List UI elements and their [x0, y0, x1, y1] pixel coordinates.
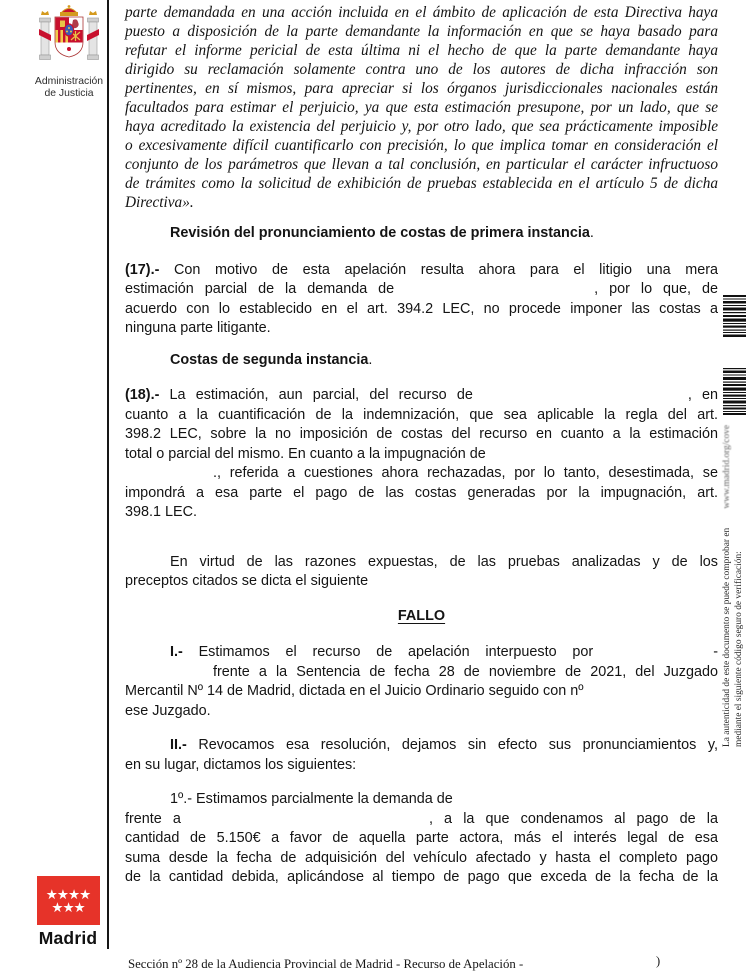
- text-segment: -: [713, 644, 718, 660]
- text-segment: suma desde la fecha de adquisición del vehículo afectado y hasta el completo pago: [125, 849, 718, 866]
- para-fallo-i: [125, 643, 718, 721]
- text-segment: Estimamos el recurso de apelación interpuesto por: [182, 644, 594, 660]
- text-segment: Mercantil Nº 14 de Madrid, dictada en el Juicio Ordinario seguido con nº: [125, 683, 584, 699]
- text-line: [125, 174, 718, 193]
- text-line: [125, 351, 718, 371]
- para-fallo-1: [125, 790, 718, 888]
- text-line: [125, 117, 718, 136]
- text-segment: dirigido su reclamación solamente contra uno de los autores de dicha infracción son: [125, 61, 718, 78]
- text-segment: 1º.- Estimamos parcialmente la demanda de: [170, 791, 453, 807]
- text-line: [125, 503, 718, 523]
- redacted-gap: [473, 397, 688, 399]
- heading-costas: [125, 351, 718, 371]
- text-line: [125, 41, 718, 60]
- text-segment: Revisión del pronunciamiento de costas de primera instancia: [170, 225, 590, 241]
- left-margin-divider: [107, 0, 109, 949]
- judgment-text-body: [125, 3, 718, 888]
- para-en-virtud: [125, 553, 718, 592]
- text-line: [125, 702, 718, 722]
- text-segment: frente a la Sentencia de fecha 28 de noviembre de 2021, del Juzgado: [213, 663, 718, 680]
- redacted-gap: [394, 291, 594, 293]
- text-segment: , en: [687, 387, 718, 403]
- text-segment: pertinentes, en sí mismos, para apreciar si los órganos jurisdiccionales nacionales están: [125, 80, 718, 97]
- text-line: [125, 79, 718, 98]
- text-line: [125, 607, 718, 627]
- redacted-gap: [125, 674, 213, 676]
- text-segment: , por lo que, de: [594, 281, 718, 297]
- text-line: [125, 756, 718, 776]
- text-line: [125, 736, 718, 756]
- text-segment: Revocamos esa resolución, dejamos sin efecto sus pronunciamientos y,: [186, 737, 718, 753]
- text-segment: Costas de segunda instancia: [170, 351, 369, 368]
- verification-vertical-text: [721, 425, 747, 747]
- ministry-label-line2: de Justicia: [44, 87, 94, 99]
- text-segment: ninguna parte litigante.: [125, 320, 271, 336]
- fallo: [125, 607, 718, 627]
- text-segment: frente a: [125, 810, 181, 827]
- heading-revision: [125, 224, 718, 244]
- verification-url: www.madrid.org/cove: [722, 425, 732, 509]
- para-fallo-ii: [125, 736, 718, 775]
- text-line: [125, 663, 718, 683]
- text-segment: o excesivamente difícil cuantificarlo con precisión, lo que implica tomar en consideración el: [125, 137, 718, 154]
- text-segment: Con motivo de esta apelación resulta ahora para el litigio una mera: [159, 261, 718, 278]
- text-segment: .: [589, 225, 594, 241]
- text-line: [125, 22, 718, 41]
- text-segment: 398.2 LEC, sobre la no imposición de costas del recurso en cuanto a la estimación: [125, 426, 718, 442]
- text-line: [125, 849, 718, 869]
- text-line: [125, 445, 718, 465]
- redacted-gap: [125, 475, 213, 477]
- text-segment: ., referida a cuestiones ahora rechazadas, por lo tanto, desestimada, se: [213, 465, 718, 481]
- text-segment: estimación parcial de la demanda de: [125, 281, 395, 297]
- text-segment: Directiva».: [125, 194, 194, 211]
- footer-closing-paren: ): [656, 954, 661, 968]
- verification-line2: mediante el siguiente código seguro de verificación:: [734, 551, 744, 747]
- text-segment: ese Juzgado.: [125, 702, 211, 719]
- text-line: [125, 464, 718, 484]
- text-segment: .: [368, 351, 373, 368]
- text-segment: preceptos citados se dicta el siguiente: [125, 573, 369, 589]
- text-segment: En virtud de las razones expuestas, de las pruebas analizadas y de los: [170, 553, 718, 570]
- text-line: [125, 868, 718, 888]
- text-segment: II.-: [170, 737, 187, 753]
- text-segment: cuanto a la cuantificación de la indemnización, que sea aplicable la regla del art.: [125, 406, 718, 423]
- text-line: [125, 300, 718, 320]
- text-segment: en su lugar, dictamos los siguientes:: [125, 756, 357, 773]
- madrid-label: Madrid: [38, 928, 98, 948]
- verification-line1: La autenticidad de este documento se puede comprobar en: [722, 527, 732, 747]
- text-line: [125, 682, 718, 702]
- text-line: [125, 829, 718, 849]
- redacted-gap: [181, 821, 429, 823]
- text-segment: facultados para estimar el perjuicio, ya que esta estimación presupone, por un lado, que se: [125, 99, 718, 116]
- text-line: [125, 425, 718, 445]
- text-line: [125, 386, 718, 406]
- text-segment: acuerdo con lo establecido en el art. 394.2 LEC, no procede imponer las costas a: [125, 300, 718, 317]
- quote: [125, 3, 718, 212]
- text-line: [125, 790, 718, 810]
- ministry-of-justice-block: [28, 5, 110, 99]
- text-line: [125, 643, 718, 663]
- text-segment: cantidad de 5.150€ a favor de aquella parte actora, más el interés legal de esa: [125, 830, 718, 846]
- text-line: [125, 261, 718, 281]
- text-segment: de la cantidad debida, aplicándose al tiempo de pago que exceda de la fecha de la: [125, 869, 718, 885]
- text-segment: puesto a disposición de la parte demandante la información en que se haya basado para: [125, 23, 718, 40]
- madrid-stars-flag-icon: ★★★★ ★★★: [37, 876, 100, 925]
- text-line: [125, 572, 718, 592]
- text-line: [125, 224, 718, 244]
- text-segment: (18).-: [125, 387, 160, 403]
- text-segment: La estimación, aun parcial, del recurso de: [159, 387, 473, 403]
- spain-coat-of-arms-icon: [33, 5, 105, 69]
- text-line: [125, 193, 718, 212]
- text-segment: 398.1 LEC.: [125, 504, 198, 520]
- text-line: [125, 484, 718, 504]
- redacted-gap: [593, 654, 713, 656]
- barcode-icon: [723, 295, 746, 337]
- text-segment: de trámites como la solicitud de exhibición de pruebas establecida en el artículo 5 de dicha: [125, 175, 718, 192]
- text-segment: refutar el informe pericial de esta última ni el hecho de que la parte demandante haya: [125, 42, 718, 59]
- text-segment: (17).-: [125, 261, 160, 278]
- text-line: [125, 98, 718, 117]
- text-segment: impondrá a esa parte el pago de las costas generadas por la impugnación, art.: [125, 484, 718, 501]
- text-segment: I.-: [170, 644, 183, 660]
- madrid-region-block: [35, 876, 101, 949]
- text-segment: conjunto de los parámetros que llevan a tal conclusión, en particular el carácter infructuoso: [125, 156, 718, 173]
- ministry-label-line1: Administración: [34, 76, 104, 87]
- text-line: [125, 280, 718, 300]
- para-18: [125, 386, 718, 523]
- text-segment: parte demandada en una acción incluida en el ámbito de aplicación de esta Directiva haya: [125, 4, 718, 21]
- text-line: [125, 155, 718, 174]
- para-17: [125, 261, 718, 339]
- text-segment: FALLO: [397, 607, 446, 624]
- text-line: [125, 319, 718, 339]
- text-segment: , a la que condenamos al pago de la: [428, 810, 718, 827]
- text-segment: total o parcial del mismo. En cuanto a la impugnación de: [125, 445, 486, 462]
- text-line: [125, 553, 718, 573]
- footer-section-line: Sección nº 28 de la Audiencia Provincial de Madrid - Recurso de Apelación -: [128, 957, 524, 971]
- text-line: [125, 60, 718, 79]
- text-line: [125, 3, 718, 22]
- text-line: [125, 406, 718, 426]
- text-line: [125, 810, 718, 830]
- text-line: [125, 136, 718, 155]
- barcode-icon: [723, 368, 746, 415]
- text-segment: haya acreditado la existencia del perjuicio y, por otro lado, que sea prácticamente imposible: [125, 118, 718, 135]
